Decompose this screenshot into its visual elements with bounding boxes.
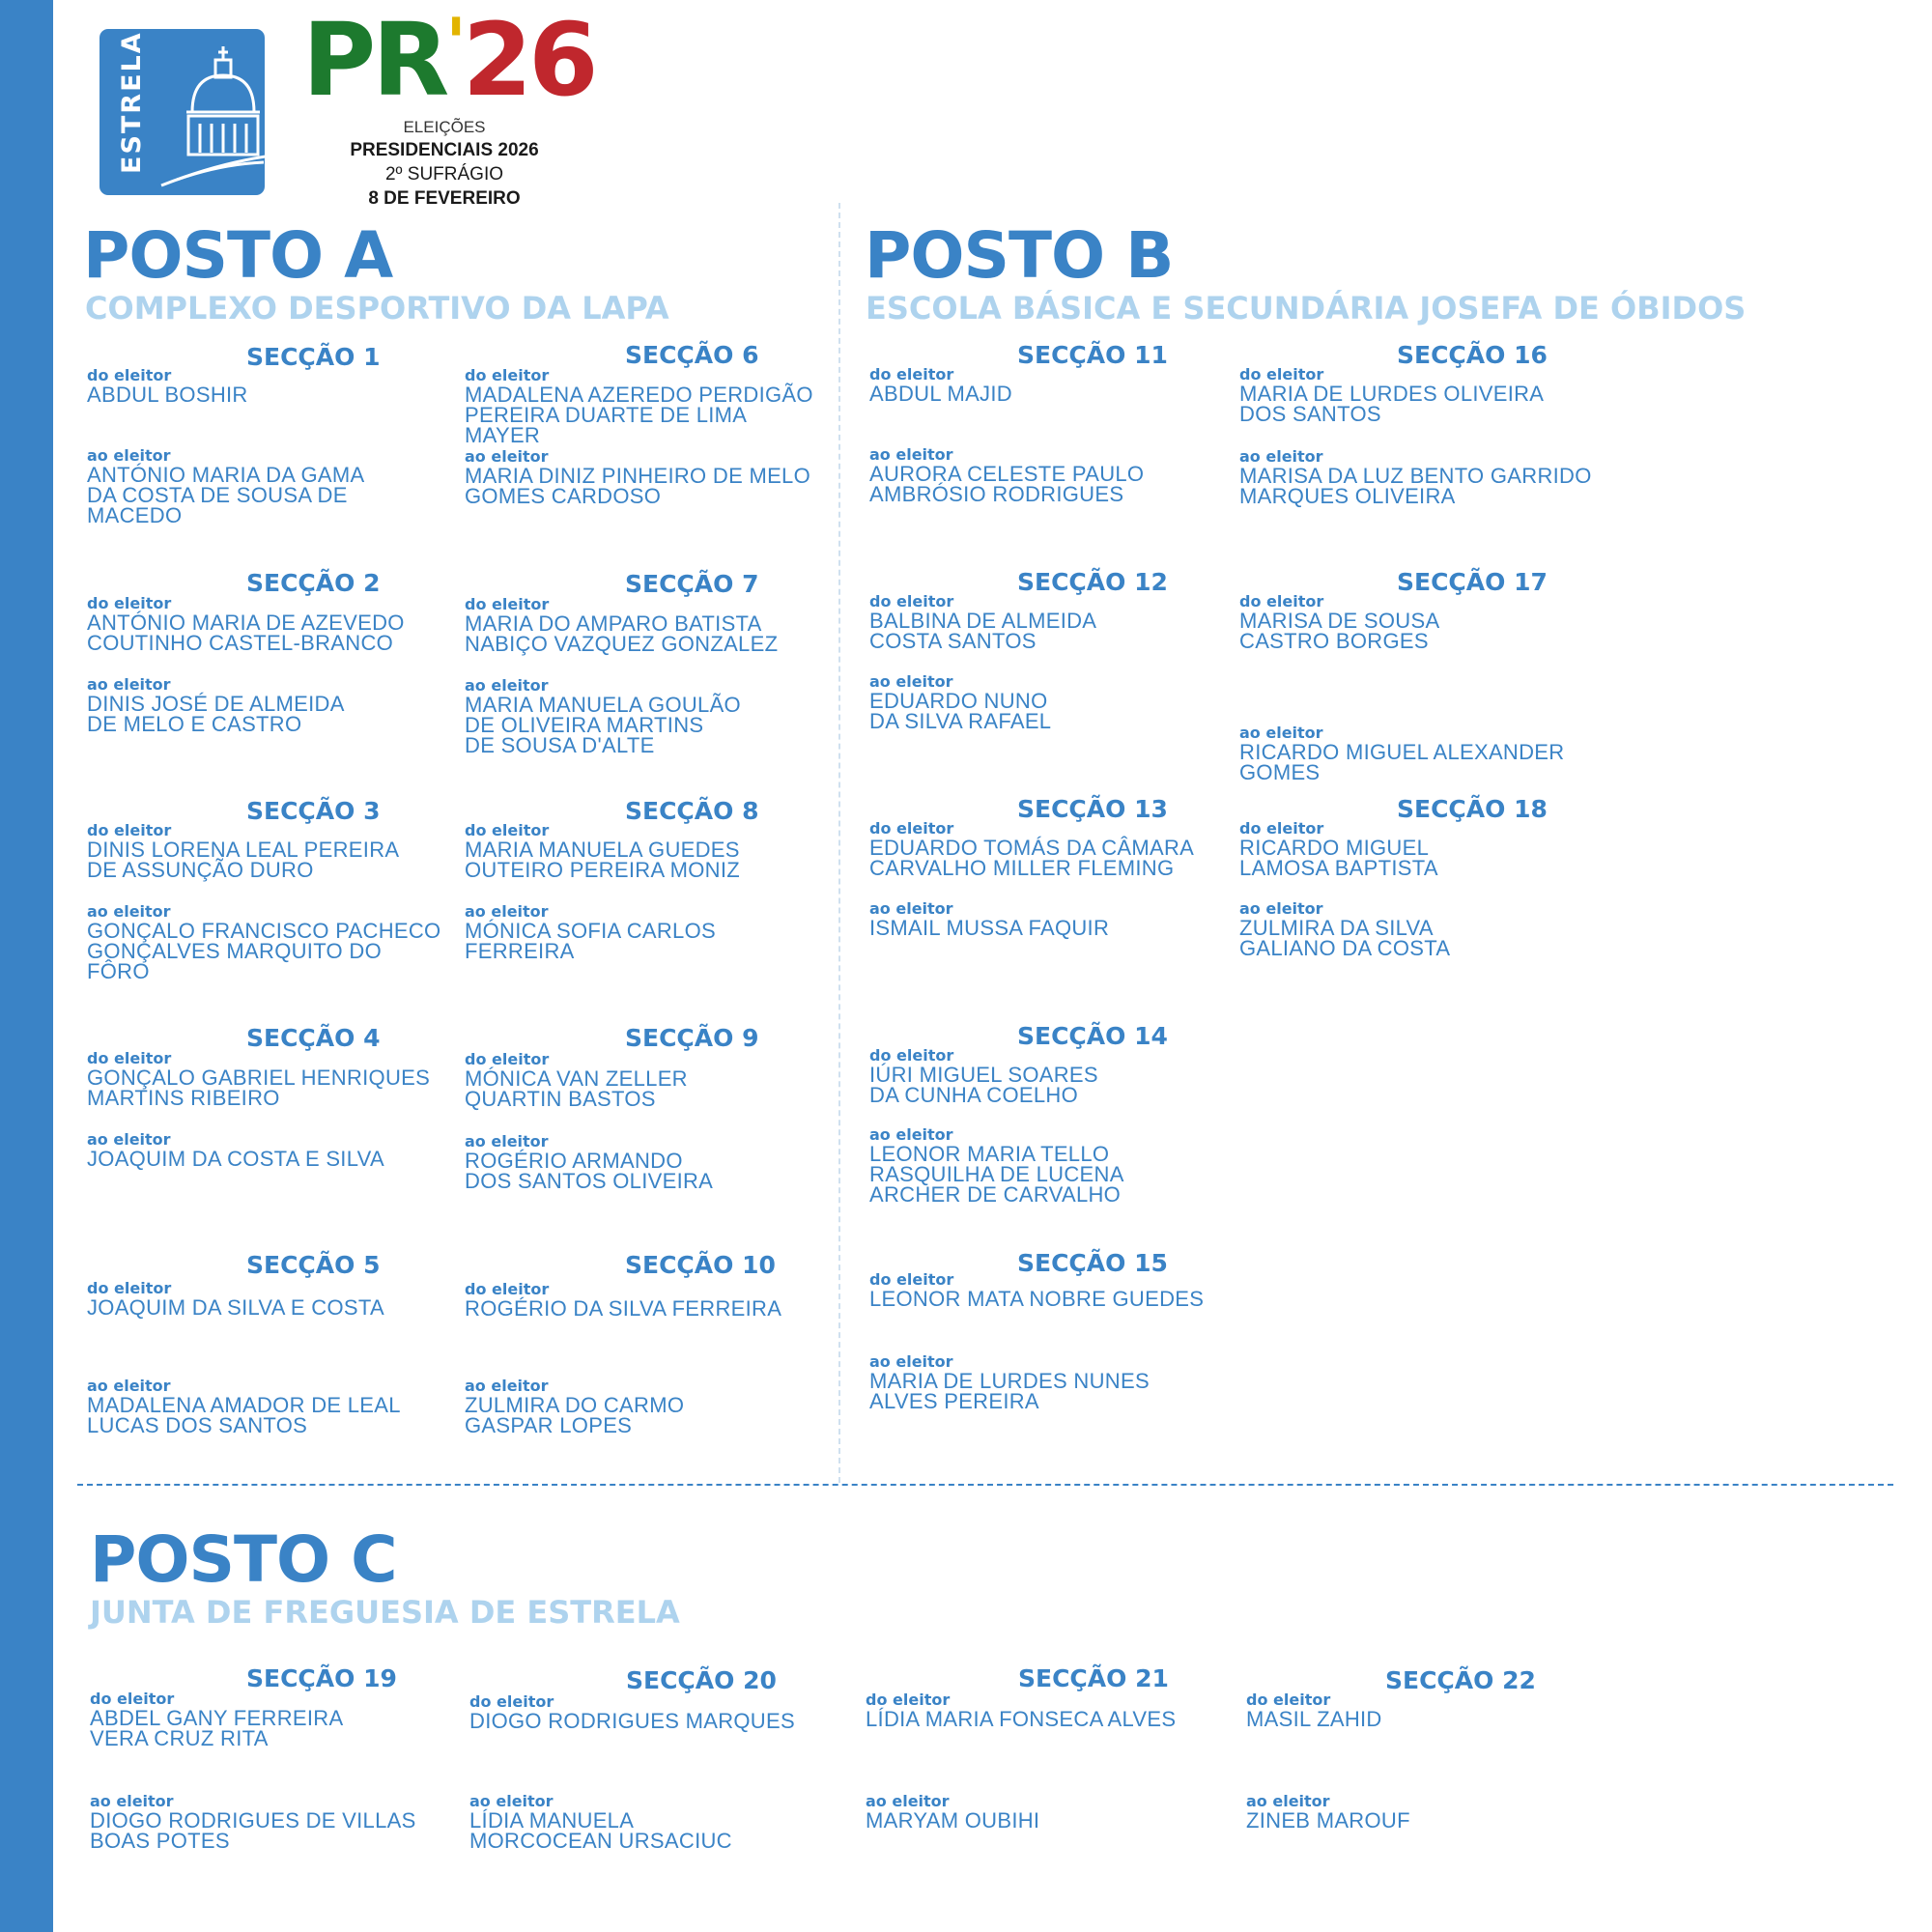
posto-a-title: POSTO A (83, 218, 393, 293)
from-voter-label: do eleitor (465, 821, 550, 839)
estrela-logo (99, 29, 265, 195)
from-voter-label: do eleitor (1246, 1690, 1331, 1709)
to-voter-label: ao eleitor (869, 899, 953, 918)
section-title: SECÇÃO 8 (625, 797, 759, 825)
side-accent-bar (0, 0, 53, 1932)
from-voter-name: LÍDIA MARIA FONSECA ALVES (866, 1707, 1177, 1731)
section-title: SECÇÃO 15 (1017, 1249, 1168, 1277)
from-voter-label: do eleitor (869, 1046, 954, 1065)
to-voter-label: ao eleitor (465, 1132, 549, 1151)
from-voter-name: MARIA DE LURDES OLIVEIRA DOS SANTOS (1239, 382, 1545, 426)
election-line-2: PRESIDENCIAIS 2026 (350, 140, 539, 160)
from-voter-name: MASIL ZAHID (1246, 1707, 1382, 1731)
to-voter-label: ao eleitor (87, 675, 171, 694)
to-voter-label: ao eleitor (465, 1377, 549, 1395)
from-voter-label: do eleitor (869, 365, 954, 384)
from-voter-name: MARISA DE SOUSA CASTRO BORGES (1239, 609, 1440, 653)
from-voter-name: ANTÓNIO MARIA DE AZEVEDO COUTINHO CASTEL-BRANCO (87, 611, 405, 655)
from-voter-name: MARIA DO AMPARO BATISTA NABIÇO VAZQUEZ GONZALEZ (465, 611, 779, 656)
to-voter-name: ZULMIRA DA SILVA GALIANO DA COSTA (1239, 916, 1451, 960)
section-title: SECÇÃO 13 (1017, 795, 1168, 823)
section-title: SECÇÃO 20 (626, 1666, 777, 1694)
pr-logo-letters: PR (302, 1, 446, 119)
from-voter-label: do eleitor (87, 821, 172, 839)
to-voter-label: ao eleitor (465, 902, 549, 921)
from-voter-label: do eleitor (87, 1049, 172, 1067)
posto-c-subtitle: JUNTA DE FREGUESIA DE ESTRELA (90, 1594, 680, 1631)
to-voter-name: ISMAIL MUSSA FAQUIR (869, 916, 1110, 940)
to-voter-name: JOAQUIM DA COSTA E SILVA (87, 1147, 384, 1171)
to-voter-label: ao eleitor (869, 445, 953, 464)
from-voter-label: do eleitor (469, 1692, 554, 1711)
to-voter-label: ao eleitor (869, 1352, 953, 1371)
to-voter-label: ao eleitor (87, 902, 171, 921)
section-title: SECÇÃO 5 (246, 1251, 381, 1279)
from-voter-name: IÚRI MIGUEL SOARES DA CUNHA COELHO (869, 1063, 1098, 1107)
section-title: SECÇÃO 16 (1397, 341, 1548, 369)
from-voter-label: do eleitor (869, 592, 954, 611)
to-voter-name: DIOGO RODRIGUES DE VILLAS BOAS POTES (90, 1808, 416, 1853)
to-voter-name: ZULMIRA DO CARMO GASPAR LOPES (465, 1393, 685, 1437)
section-title: SECÇÃO 12 (1017, 568, 1168, 596)
from-voter-name: EDUARDO TOMÁS DA CÂMARA CARVALHO MILLER FLEMING (869, 836, 1195, 880)
to-voter-name: LÍDIA MANUELA MORCOCEAN URSACIUC (469, 1808, 732, 1853)
section-title: SECÇÃO 2 (246, 569, 381, 597)
from-voter-label: do eleitor (1239, 819, 1324, 838)
from-voter-label: do eleitor (1239, 592, 1324, 611)
election-line-4: 8 DE FEVEREIRO (368, 188, 521, 209)
section-title: SECÇÃO 18 (1397, 795, 1548, 823)
from-voter-name: BALBINA DE ALMEIDA COSTA SANTOS (869, 609, 1097, 653)
to-voter-label: ao eleitor (87, 446, 171, 465)
section-title: SECÇÃO 1 (246, 343, 381, 371)
to-voter-label: ao eleitor (469, 1792, 554, 1810)
section-title: SECÇÃO 11 (1017, 341, 1168, 369)
from-voter-label: do eleitor (87, 366, 172, 384)
to-voter-name: MARIA MANUELA GOULÃO DE OLIVEIRA MARTINS DE SOUSA D'ALTE (465, 693, 741, 757)
from-voter-label: do eleitor (866, 1690, 951, 1709)
to-voter-name: ROGÉRIO ARMANDO DOS SANTOS OLIVEIRA (465, 1149, 714, 1193)
section-title: SECÇÃO 3 (246, 797, 381, 825)
from-voter-name: ABDUL BOSHIR (87, 383, 248, 407)
to-voter-label: ao eleitor (1246, 1792, 1330, 1810)
from-voter-label: do eleitor (465, 1280, 550, 1298)
from-voter-label: do eleitor (465, 595, 550, 613)
section-title: SECÇÃO 7 (625, 570, 759, 598)
to-voter-label: ao eleitor (1239, 447, 1323, 466)
to-voter-label: ao eleitor (465, 676, 549, 695)
from-voter-name: DIOGO RODRIGUES MARQUES (469, 1709, 795, 1733)
section-title: SECÇÃO 22 (1385, 1666, 1536, 1694)
to-voter-name: MARYAM OUBIHI (866, 1808, 1040, 1833)
section-title: SECÇÃO 6 (625, 341, 759, 369)
to-voter-name: ANTÓNIO MARIA DA GAMA DA COSTA DE SOUSA DE MACEDO (87, 463, 365, 527)
to-voter-name: DINIS JOSÉ DE ALMEIDA DE MELO E CASTRO (87, 692, 345, 736)
from-voter-name: DINIS LORENA LEAL PEREIRA DE ASSUNÇÃO DURO (87, 838, 400, 882)
to-voter-name: EDUARDO NUNO DA SILVA RAFAEL (869, 689, 1052, 733)
from-voter-label: do eleitor (90, 1690, 175, 1708)
from-voter-name: MADALENA AZEREDO PERDIGÃO PEREIRA DUARTE DE LIMA MAYER (465, 383, 813, 447)
from-voter-label: do eleitor (869, 819, 954, 838)
from-voter-label: do eleitor (869, 1270, 954, 1289)
pr26-logo (302, 1, 595, 119)
election-line-3: 2º SUFRÁGIO (384, 164, 503, 185)
to-voter-label: ao eleitor (1239, 724, 1323, 742)
to-voter-label: ao eleitor (866, 1792, 950, 1810)
horizontal-divider (77, 1484, 1893, 1486)
to-voter-name: MÓNICA SOFIA CARLOS FERREIRA (465, 919, 716, 963)
posto-a-subtitle: COMPLEXO DESPORTIVO DA LAPA (85, 290, 669, 327)
to-voter-label: ao eleitor (87, 1377, 171, 1395)
to-voter-name: RICARDO MIGUEL ALEXANDER GOMES (1239, 740, 1565, 784)
to-voter-label: ao eleitor (87, 1130, 171, 1149)
section-title: SECÇÃO 17 (1397, 568, 1548, 596)
from-voter-name: ABDUL MAJID (869, 382, 1012, 406)
to-voter-name: GONÇALO FRANCISCO PACHECO GONÇALVES MARQUITO DO FÔRO (87, 919, 441, 983)
posto-c-title: POSTO C (90, 1522, 397, 1597)
from-voter-label: do eleitor (465, 1050, 550, 1068)
section-title: SECÇÃO 14 (1017, 1022, 1168, 1050)
section-title: SECÇÃO 21 (1018, 1664, 1169, 1692)
section-title: SECÇÃO 19 (246, 1664, 397, 1692)
to-voter-label: ao eleitor (1239, 899, 1323, 918)
from-voter-name: GONÇALO GABRIEL HENRIQUES MARTINS RIBEIRO (87, 1065, 431, 1110)
to-voter-name: MARIA DE LURDES NUNES ALVES PEREIRA (869, 1369, 1150, 1413)
posto-b-title: POSTO B (865, 218, 1174, 293)
vertical-divider (838, 203, 840, 1483)
from-voter-label: do eleitor (87, 594, 172, 612)
section-title: SECÇÃO 9 (625, 1024, 759, 1052)
pr-logo-year: 26 (462, 1, 595, 119)
from-voter-name: ROGÉRIO DA SILVA FERREIRA (465, 1296, 782, 1321)
from-voter-name: LEONOR MATA NOBRE GUEDES (869, 1287, 1205, 1311)
to-voter-name: LEONOR MARIA TELLO RASQUILHA DE LUCENA ARCHER DE CARVALHO (869, 1142, 1124, 1207)
posto-b-subtitle: ESCOLA BÁSICA E SECUNDÁRIA JOSEFA DE ÓBIDOS (866, 290, 1747, 327)
to-voter-label: ao eleitor (90, 1792, 174, 1810)
to-voter-name: MARISA DA LUZ BENTO GARRIDO MARQUES OLIVEIRA (1239, 464, 1592, 508)
from-voter-name: JOAQUIM DA SILVA E COSTA (87, 1295, 384, 1320)
to-voter-name: ZINEB MAROUF (1246, 1808, 1410, 1833)
estrela-logo-text: ESTRELA (117, 31, 147, 174)
section-title: SECÇÃO 4 (246, 1024, 381, 1052)
election-line-1: ELEIÇÕES (403, 118, 486, 136)
from-voter-label: do eleitor (1239, 365, 1324, 384)
pr-logo-apostrophe: ' (445, 4, 463, 83)
to-voter-label: ao eleitor (869, 672, 953, 691)
from-voter-name: MARIA MANUELA GUEDES OUTEIRO PEREIRA MONIZ (465, 838, 740, 882)
from-voter-label: do eleitor (465, 366, 550, 384)
from-voter-name: RICARDO MIGUEL LAMOSA BAPTISTA (1239, 836, 1438, 880)
to-voter-label: ao eleitor (869, 1125, 953, 1144)
from-voter-name: MÓNICA VAN ZELLER QUARTIN BASTOS (465, 1066, 688, 1111)
to-voter-name: MADALENA AMADOR DE LEAL LUCAS DOS SANTOS (87, 1393, 401, 1437)
to-voter-name: MARIA DINIZ PINHEIRO DE MELO GOMES CARDOSO (465, 464, 811, 508)
from-voter-label: do eleitor (87, 1279, 172, 1297)
from-voter-name: ABDEL GANY FERREIRA VERA CRUZ RITA (90, 1706, 344, 1750)
basilica-icon (161, 46, 265, 185)
section-title: SECÇÃO 10 (625, 1251, 776, 1279)
to-voter-label: ao eleitor (465, 447, 549, 466)
to-voter-name: AURORA CELESTE PAULO AMBRÓSIO RODRIGUES (869, 462, 1145, 506)
